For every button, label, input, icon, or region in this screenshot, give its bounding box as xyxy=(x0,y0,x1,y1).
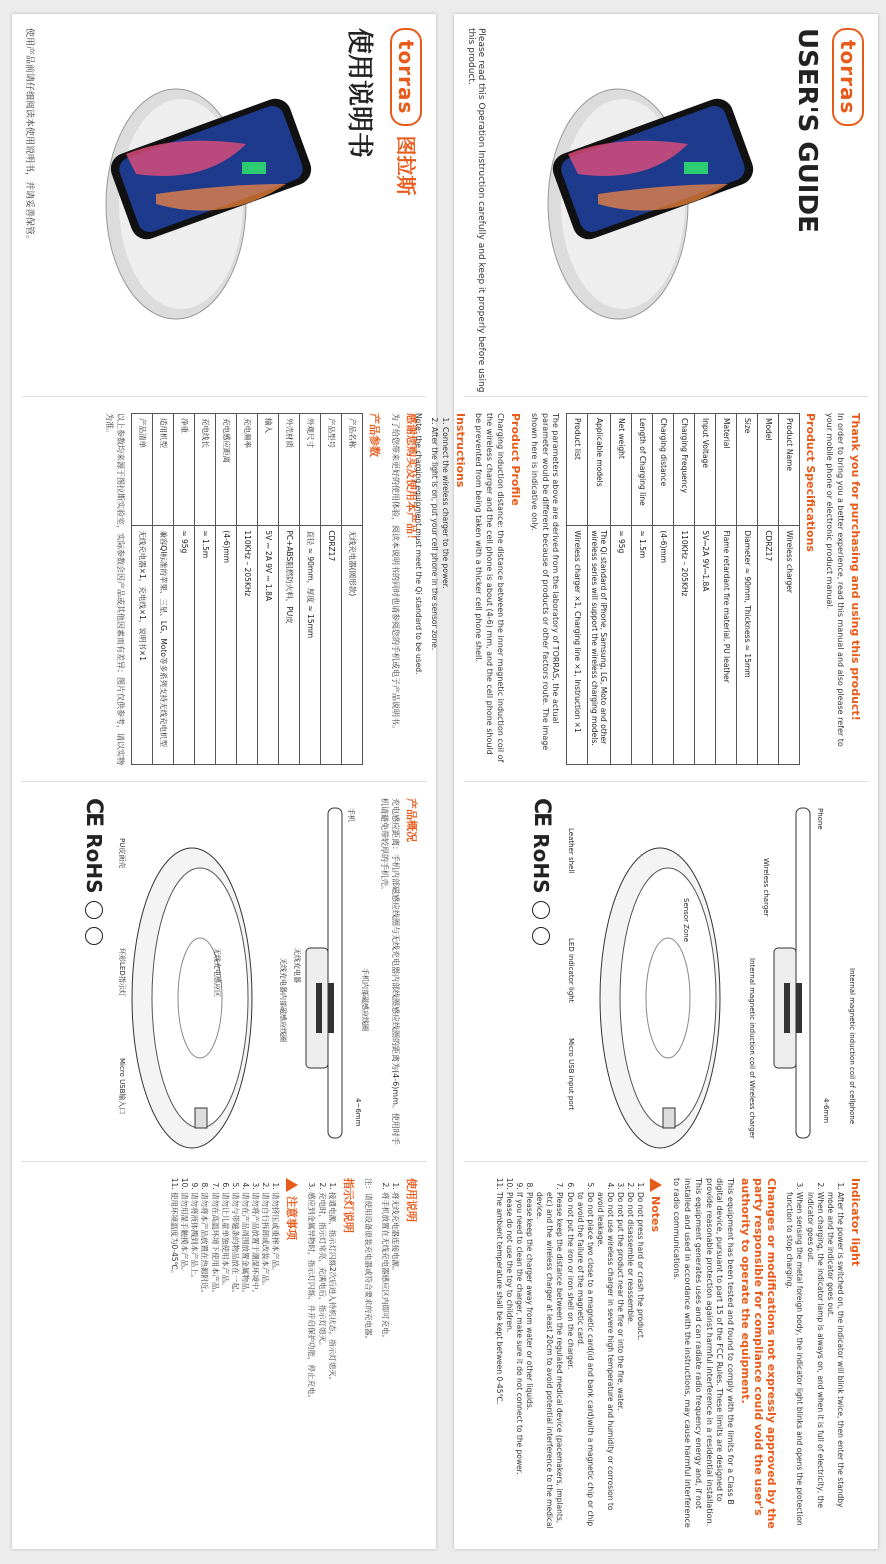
diagram-label: 4~6mm xyxy=(354,1098,363,1127)
list-item: 3. When sensing the metal foreign body, the indicator light blinks and opens the protection function to stop charging. xyxy=(784,1192,804,1530)
list-item: 9. If you need to clean the charger, make sure it do not connect to the power. xyxy=(514,1192,524,1530)
zh-overview-column xyxy=(12,784,436,1159)
diagram-label: Wireless charger xyxy=(762,858,770,917)
zh-cover xyxy=(12,14,436,394)
thanks-text: 为了给您带来更好的使用体验，阅读本说明书的同时也请参阅您的手机或电子产品说明书。 xyxy=(391,413,400,733)
list-item: 10. 请勿用湿手触摸本产品。 xyxy=(179,1192,189,1530)
list-item: 2. Do not disassemble or reassemble. xyxy=(625,1192,635,1530)
table-row: 适用机型 兼容QI标准的苹果、三星、LG、Moto等多系列支持无线充电机型 xyxy=(153,414,174,765)
recycle-icon xyxy=(533,901,551,919)
table-row: Charging Frequency 110KHz – 205KHz xyxy=(674,414,695,765)
environment-icon xyxy=(85,927,103,945)
environment-icon xyxy=(533,927,551,945)
list-item: 6. 请勿让儿童单独使用本产品。 xyxy=(220,1192,230,1530)
diagram-label: 手机 xyxy=(347,808,356,822)
list-item: 1. 接通电源，指示灯闪烁2次后进入待机状态，指示灯熄灭。 xyxy=(327,1192,337,1530)
table-row: 充电感应距离 (4-6)mm xyxy=(216,414,237,765)
spec-table xyxy=(131,413,363,765)
warning-icon xyxy=(650,1178,662,1192)
table-row: Size Diameter ≈ 90mm, Thickness ≈ 15mm xyxy=(737,414,758,765)
list-item: 1. After the power is switched on, the indicator will blink twice, then enter the standby mode and the indicator goes out. xyxy=(825,1192,845,1530)
list-item: 11. 使用环境温度为0-45℃。 xyxy=(169,1192,179,1530)
diagram-label: Internal magnetic induction coil of cellphone xyxy=(848,968,856,1125)
zh-spec-column xyxy=(12,399,436,779)
notes-heading: Notes xyxy=(649,1178,664,1530)
list-item: 7. Please keep the distance between the regulated medical device (pacemakers, implants, etc) and the wireless charger at least 20cm to avoid potential interference to the medical device. xyxy=(534,1192,564,1530)
table-row: Product Name Wireless charger xyxy=(779,414,800,765)
diagram-label: 无线充电器 xyxy=(293,948,302,983)
list-item: 4. Do not use wireless charger in severe high temperature and humidity or corrosion to avoid leakage. xyxy=(595,1192,615,1530)
zh-usage-column xyxy=(12,1164,436,1544)
usage-note: 注：请使用设备原装充电器或符合要求的充电器。 xyxy=(363,1178,373,1343)
brand-logo-cn: 图拉斯 xyxy=(394,135,418,196)
instructions-note: Note: the charging equipment must meet the Qi standard to be used. xyxy=(414,413,424,675)
table-row: Length of Charging line ≈ 1.5m xyxy=(632,414,653,765)
brand-logo: torras xyxy=(390,28,422,126)
product-photo xyxy=(528,84,768,324)
indicator-list xyxy=(306,1192,336,1530)
spec-heading: Product Specifications xyxy=(804,413,818,552)
table-row: 充电线长 ≈ 1.5m xyxy=(195,414,216,765)
thanks-heading: 感谢您购买及使用本产品！ xyxy=(405,413,418,545)
english-manual-canvas xyxy=(414,14,878,1549)
warning-icon xyxy=(286,1178,298,1192)
product-diagram xyxy=(112,798,372,1148)
spec-table xyxy=(566,413,800,765)
table-row: Product list Wireless charger ×1, Charging line ×1, Instruction ×1 xyxy=(567,414,588,765)
list-item: 4. 请勿在产品周围放置金属物品。 xyxy=(240,1192,250,1530)
list-item: 2. After the light is on, put your cell phone in the sensor zone. xyxy=(429,427,439,765)
product-diagram xyxy=(560,798,860,1148)
notes-heading: 注意事项 xyxy=(284,1178,300,1530)
table-row: 充电频率 110KHz – 205KHz xyxy=(237,414,258,765)
table-row: Charging distance (4-6)mm xyxy=(653,414,674,765)
certification-marks xyxy=(529,798,554,1145)
fcc-text: This equipment has been tested and found to comply with the limits for a Class B digital device, pursuant to part 15 of the FCC Rules. These limits are designed to provide reasonable protection against harmful interference in a residential installation. This equipment generates uses and can radiate radio frequency energy and, if not installed and used in accordance with the instructions, may cause harmful interference to radio communications. xyxy=(672,1178,736,1528)
list-item: 1. 将无线充电器连接电源。 xyxy=(390,1192,400,1530)
chinese-manual-sheet xyxy=(12,14,436,1549)
list-item: 7. 请勿在高温环境下使用本产品。 xyxy=(210,1192,220,1530)
diagram-label: Micro USB input port xyxy=(567,1038,575,1111)
usage-list xyxy=(380,1192,400,1530)
usage-heading: 使用说明 xyxy=(405,1178,418,1222)
list-item: 8. 请勿将本产品放置在热源附近。 xyxy=(199,1192,209,1530)
diagram-label: 手机内部磁感应线圈 xyxy=(361,968,370,1031)
en-indicator-column xyxy=(454,1164,878,1544)
certification-marks xyxy=(81,798,106,1145)
notes-list xyxy=(494,1192,646,1530)
en-spec-column xyxy=(414,399,878,779)
diagram-label: LED indicator light xyxy=(567,938,575,1003)
table-row: 外壳材质 PC+ABS阻燃防火料，PU皮 xyxy=(279,414,300,765)
notes-list xyxy=(169,1192,280,1530)
list-item: 9. 请勿将液体溅到本产品上。 xyxy=(189,1192,199,1530)
thanks-heading: Thank you for purchasing and using this product! xyxy=(849,413,862,721)
english-manual-sheet xyxy=(414,14,878,1549)
indicator-heading: 指示灯说明 xyxy=(341,1178,355,1233)
instructions-list xyxy=(429,427,449,765)
table-row: 输入 5V ⎓ 2A 9V ⎓ 1.8A xyxy=(258,414,279,765)
ce-mark: CE xyxy=(529,798,554,826)
list-item: 2. 请勿自行拆卸或改装本产品。 xyxy=(260,1192,270,1530)
list-item: 5. 请勿与带磁条的物品放在一起。 xyxy=(230,1192,240,1530)
diagram-label: Sensor Zone xyxy=(682,898,690,943)
overview-text: 充电感应距离：手机内部磁感应线圈与无线充电器内部线圈感应线圈的距离为(4-6)mm。使用时手机请避免带较厚的手机壳。 xyxy=(380,798,400,1145)
list-item: 3. Do not put the product near the fire or into the fire, water. xyxy=(615,1192,625,1530)
page-title: 使用说明书 xyxy=(344,28,374,159)
diagram-label: 无线充电感应区 xyxy=(213,948,222,997)
en-cover xyxy=(454,14,878,394)
rohs-mark: RoHS xyxy=(81,833,106,894)
table-row: Applicable models The Qi standard of iPhone, Samsung, LG, Moto and other wireless series will support the wireless charging models. xyxy=(588,414,611,765)
list-item: 2. 将手机放置在无线充电器感应区内即可充电。 xyxy=(380,1192,390,1530)
list-item: 1. Do not press hard or crash the product. xyxy=(635,1192,645,1530)
thanks-text: In order to bring you a better experience, read this manual and also please refer to your mobile phone or electronic product manual. xyxy=(825,413,845,747)
table-row: Material Flame retardant fire material, PU leather xyxy=(716,414,737,765)
diagram-label: Internal magnetic induction coil of Wireless charger xyxy=(748,958,756,1139)
list-item: 11. The ambient temperature shall be kept between 0-45℃. xyxy=(494,1192,504,1530)
list-item: 8. Please keep the charger away from water or other liquids. xyxy=(524,1192,534,1530)
overview-heading: 产品概况 xyxy=(405,798,418,842)
list-item: 2. When charging, the indicator lamp is always on, and when it is full of electricity, the indicator goes out. xyxy=(805,1192,825,1530)
spec-heading: 产品参数 xyxy=(368,413,382,457)
list-item: 1. Connect the wireless charger to the power. xyxy=(440,427,450,765)
profile-heading: Product Profile xyxy=(509,413,523,506)
list-item: 2. 充电时，指示灯常亮，充满电后，指示灯熄灭。 xyxy=(317,1192,327,1530)
diagram-label: 环形LED指示灯 xyxy=(118,948,127,997)
list-item: 3. 感应到金属异物时，指示灯闪烁，并开启保护功能，停止充电。 xyxy=(306,1192,316,1530)
page-title: USER'S GUIDE xyxy=(792,28,822,233)
ce-mark: CE xyxy=(81,798,107,826)
list-item: 10. Please do not use the toy to children. xyxy=(504,1192,514,1530)
table-row: 净重 ≈ 95g xyxy=(174,414,195,765)
read-before-use-note: 使用产品前请仔细阅读本使用说明书，并请妥善保管。 xyxy=(24,28,34,245)
profile-text: Charging induction distance: the distance between the inner magnetic induction coil of the wireless charger and the cell phone is about (4-6) mm, and the cell phone should be prevented from being taken with a thicker cell phone shell. xyxy=(474,413,506,763)
spec-note: The parameters above are derived from the laboratory of TORRAS, the actual parameter would be different because of products or other factors route. The image shown here is indicative only. xyxy=(529,413,561,751)
chinese-manual-canvas xyxy=(12,14,436,1549)
table-row: 产品型号 CDRZ17 xyxy=(321,414,342,765)
product-photo xyxy=(86,84,326,324)
list-item: 6. Do not put the iron or iron shell on the charger. xyxy=(564,1192,574,1530)
list-item: 1. 请勿挤压或重摔本产品。 xyxy=(270,1192,280,1530)
fcc-heading: Changes or modifications not expressly approved by the party responsible for compliance could void the user's authority to operate the equipment. xyxy=(739,1178,779,1529)
list-item: 3. 请勿将产品放置于潮湿环境中。 xyxy=(250,1192,260,1530)
diagram-label: Micro USB输入口 xyxy=(118,1058,127,1115)
table-row: Net weight ≈ 95g xyxy=(611,414,632,765)
en-diagram-column xyxy=(454,784,878,1159)
instructions-heading: Instructions xyxy=(453,413,467,488)
diagram-label: 4-6mm xyxy=(822,1098,830,1124)
table-row: Model CDRZ17 xyxy=(758,414,779,765)
brand-logo: torras xyxy=(832,28,864,126)
table-row: 产品名称 无线充电器(圆形款) xyxy=(342,414,363,765)
table-row: 外观尺寸 直径 ≈ 90mm，厚度 ≈ 15mm xyxy=(300,414,321,765)
rohs-mark: RoHS xyxy=(529,833,554,894)
recycle-icon xyxy=(85,901,103,919)
table-row: Input Voltage 5V⎓2A 9V⎓1.8A xyxy=(695,414,716,765)
diagram-label: Phone xyxy=(816,808,824,830)
indicator-heading: Indicator light xyxy=(849,1178,862,1267)
list-item: 5. Do not place two close to a magnetic card(id and bank card)with a magnetic chip or chip to avoid the failure of the magnetic card. xyxy=(575,1192,595,1530)
indicator-list xyxy=(784,1192,845,1530)
diagram-label: Leather shell xyxy=(567,828,575,874)
diagram-label: PU皮面壳 xyxy=(118,838,127,869)
spec-note: 以上参数均来源于图拉斯实验室，实际参数会因产品或其他因素而有差异；图片仅供参考，请以实物为准。 xyxy=(105,413,126,765)
diagram-label: 无线充电器内部磁感应线圈 xyxy=(279,958,288,1042)
table-row: 产品清单 无线充电器×1，充电线×1，说明书×1 xyxy=(132,414,153,765)
read-before-use-note: Please read this Operation Instruction carefully and keep it properly before using this product. xyxy=(466,28,486,393)
